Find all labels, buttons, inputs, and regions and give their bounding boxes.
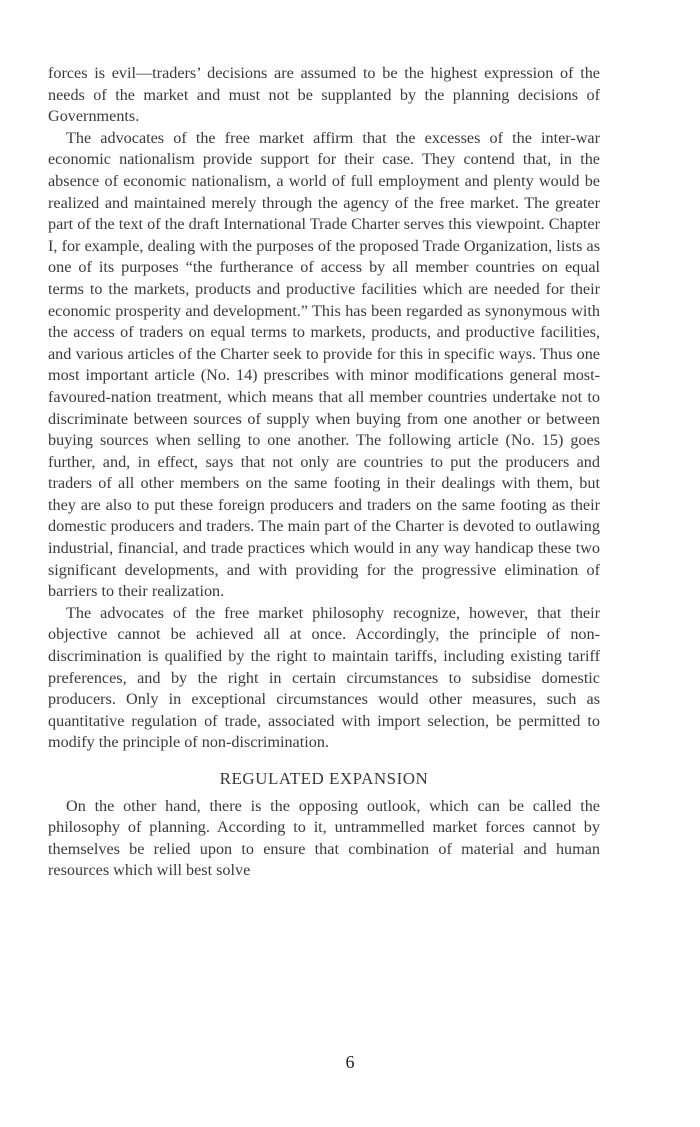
page-body <box>48 63 600 882</box>
paragraph-planning-philosophy: On the other hand, there is the opposing outlook, which can be called the philosophy of planning. According to it, untrammelled market forces cannot by themselves be relied upon to ensure that combination of material and human resources which will best solve <box>48 796 600 880</box>
page-number: 6 <box>345 1052 355 1072</box>
paragraph-non-discrimination: The advocates of the free market philosophy recognize, however, that their objective cannot be achieved all at once. Accordingly, the principle of non-discrimination is qualified by the right to maintain tariffs, including existing tariff preferences, and by the right in certain circumstances to subsidise domestic producers. Only in exceptional circumstances would other measures, such as quantitative regulation of trade, associated with import selection, be permitted to modify the principle of non-discrimination. <box>48 603 600 752</box>
paragraph-free-market-advocates: The advocates of the free market affirm that the excesses of the inter-war economic nationalism provide support for their case. They contend that, in the absence of economic nationalism, a world of full employment and plenty would be realized and maintained merely through the agency of the free market. The greater part of the text of the draft International Trade Charter serves this viewpoint. Chapter I, for example, dealing with the purposes of the proposed Trade Organization, lists as one of its purposes “the furtherance of access by all member countries on equal terms to the markets, products and productive facilities which are needed for their economic prosperity and development.” This has been regarded as synonymous with the access of traders on equal terms to markets, products, and productive facilities, and various articles of the Charter seek to provide for this in specific ways. Thus one most important article (No. 14) prescribes with minor modifications general most-favoured-nation treatment, which means that all member countries undertake not to discriminate between sources of supply when buying from one another or between buying sources when selling to one another. The following article (No. 15) goes further, and, in effect, says that not only are countries to put the producers and traders of all other members on the same footing in their dealings with them, but they are also to put these foreign producers and traders on the same footing as their domestic producers and traders. The main part of the Charter is devoted to outlawing industrial, financial, and trade practices which would in any way handicap these two significant developments, and with providing for the progressive elimination of barriers to their realization. <box>48 128 600 601</box>
section-heading: REGULATED EXPANSION <box>219 769 429 788</box>
paragraph-continuation: forces is evil—traders’ decisions are assumed to be the highest expression of the needs of the market and must not be supplanted by the planning decisions of Governments. <box>48 64 600 126</box>
